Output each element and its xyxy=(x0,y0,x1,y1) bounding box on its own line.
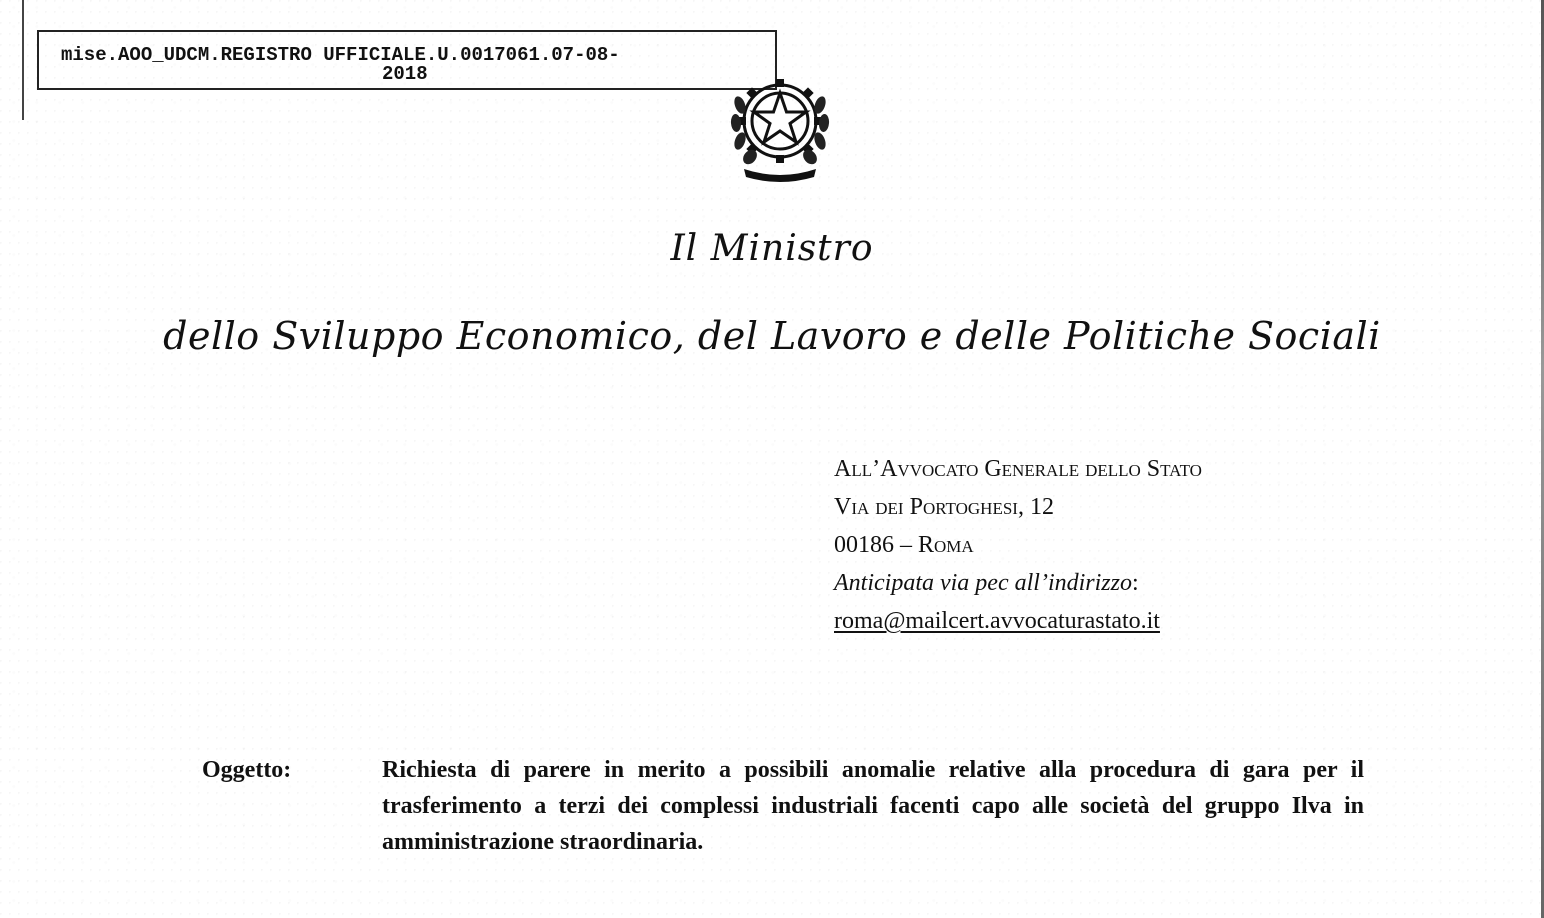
recipient-note-text: Anticipata via pec all’indirizzo xyxy=(834,570,1132,596)
protocol-stamp-line1: mise.AOO_UDCM.REGISTRO UFFICIALE.U.0017061.07-08- xyxy=(61,44,620,66)
recipient-note-suffix: : xyxy=(1131,570,1139,596)
recipient-note xyxy=(834,564,1202,602)
letterhead-subtitle: dello Sviluppo Economico, del Lavoro e delle Politiche Sociali xyxy=(163,314,1381,358)
protocol-stamp xyxy=(37,30,777,90)
italian-republic-emblem-icon xyxy=(728,65,832,183)
subject-label: Oggetto: xyxy=(202,757,292,783)
recipient-address xyxy=(834,450,1202,640)
subject-text: Richiesta di parere in merito a possibili anomalie relative alla procedura di gara per il trasferimento a terzi dei complessi industriali facenti capo alle società del gruppo Ilva in amministrazione straordinaria. xyxy=(382,757,1364,855)
recipient-email-link[interactable]: roma@mailcert.avvocaturastato.it xyxy=(834,608,1160,634)
recipient-line2: Via dei Portoghesi, 12 xyxy=(834,494,1054,520)
protocol-stamp-line2: 2018 xyxy=(382,63,428,85)
page-edge-left xyxy=(22,0,24,120)
recipient-line3: 00186 – Roma xyxy=(834,532,974,558)
recipient-line1: All’Avvocato Generale dello Stato xyxy=(834,456,1202,482)
letterhead-title: Il Ministro xyxy=(670,228,874,269)
